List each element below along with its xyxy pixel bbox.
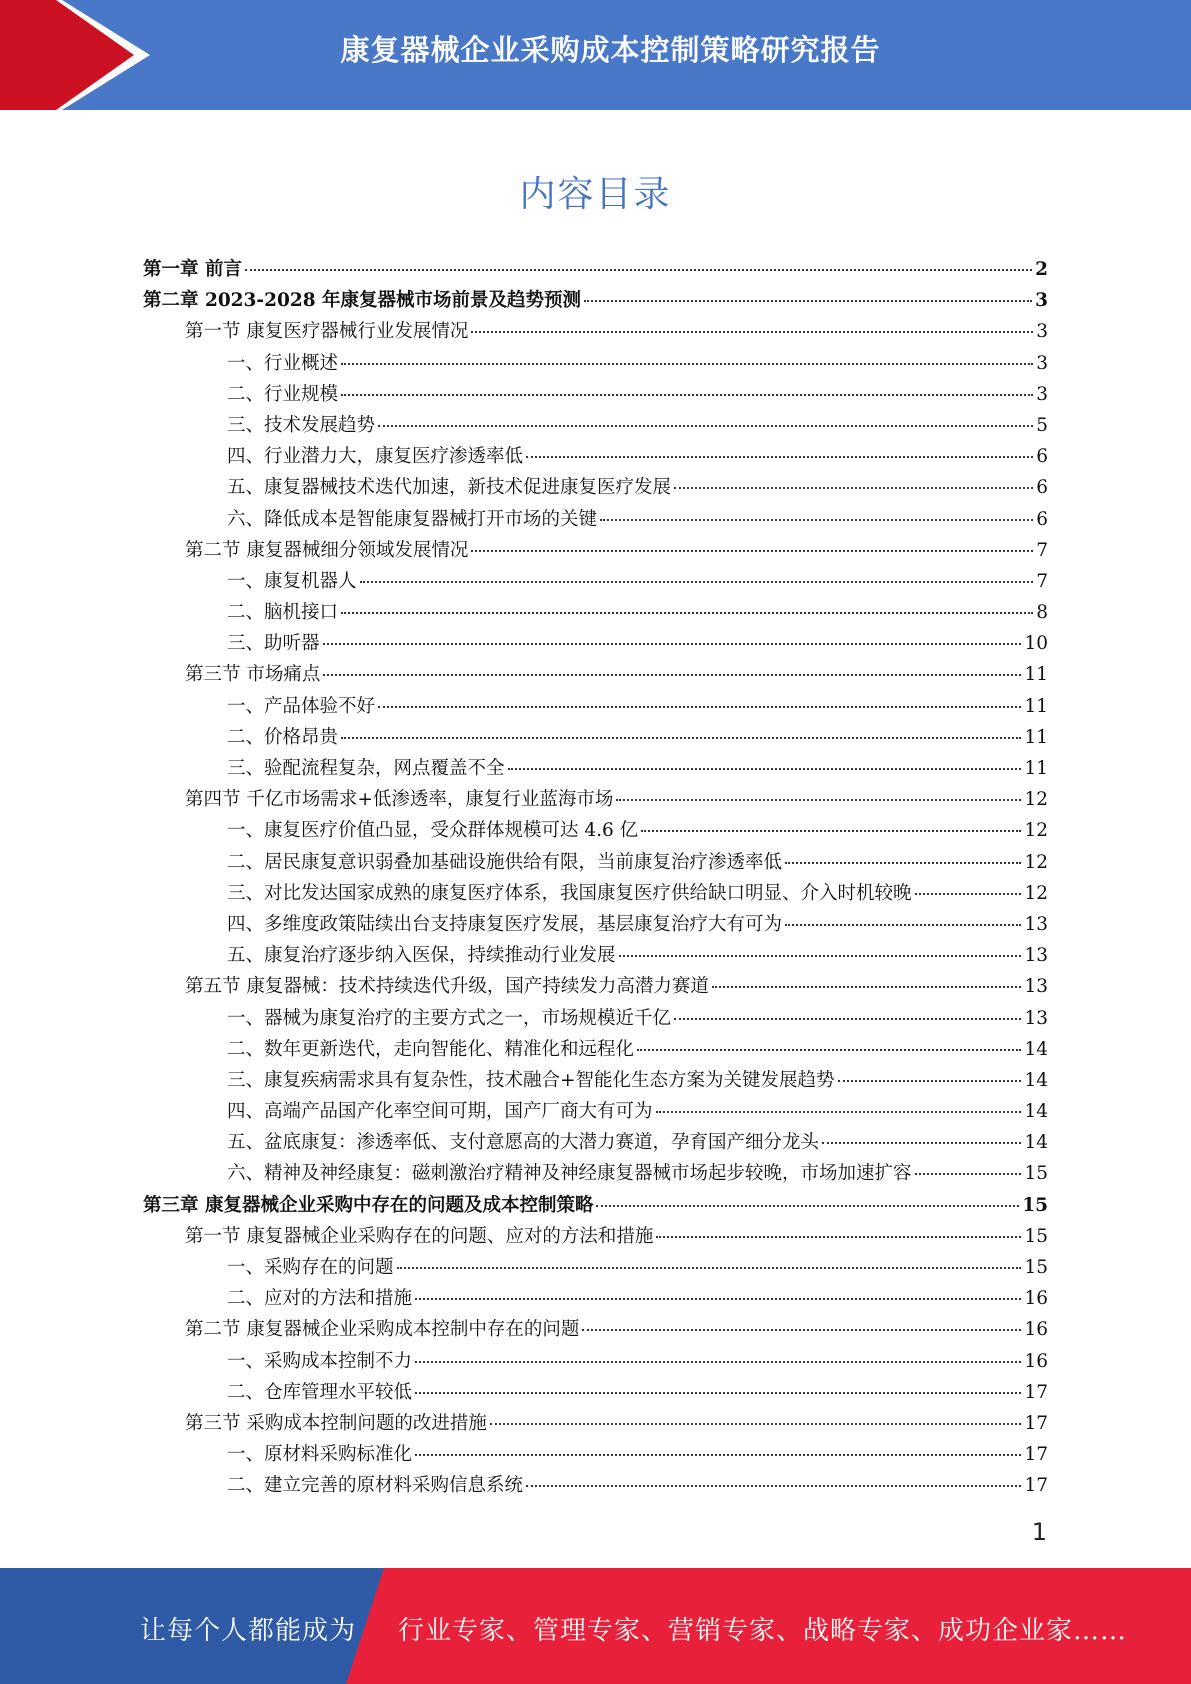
toc-dot-leader [378, 425, 1033, 427]
toc-entry[interactable] [143, 815, 1048, 846]
toc-dot-leader [526, 456, 1033, 458]
toc-entry[interactable] [143, 348, 1048, 379]
toc-entry-text: 三、助听器 [227, 633, 320, 655]
toc-entry[interactable] [143, 1127, 1048, 1158]
toc-entry[interactable] [143, 1003, 1048, 1034]
toc-entry-text: 第二章 2023-2028 年康复器械市场前景及趋势预测 [143, 290, 582, 312]
toc-entry-page: 15 [1024, 1257, 1048, 1278]
toc-entry-text: 第二节 康复器械细分领域发展情况 [185, 539, 469, 561]
toc-dot-leader [471, 550, 1033, 552]
toc-entry-text: 第三章 康复器械企业采购中存在的问题及成本控制策略 [143, 1194, 594, 1216]
toc-entry[interactable] [143, 847, 1048, 878]
toc-entry-text: 二、价格昂贵 [227, 726, 339, 748]
toc-dot-leader [341, 363, 1033, 365]
toc-entry-text: 五、康复器械技术迭代加速，新技术促进康复医疗发展 [227, 477, 672, 499]
toc-entry-text: 一、行业概述 [227, 352, 339, 374]
toc-entry-page: 10 [1024, 633, 1048, 655]
toc-dot-leader [341, 737, 1021, 739]
toc-entry-page: 2 [1035, 259, 1048, 280]
toc-entry[interactable] [143, 410, 1048, 441]
toc-entry[interactable] [143, 1470, 1048, 1501]
report-footer [0, 1568, 1191, 1684]
toc-entry-page: 7 [1036, 539, 1048, 561]
toc-dot-leader [245, 269, 1032, 271]
toc-dot-leader [415, 1298, 1021, 1300]
report-header [0, 0, 1191, 110]
toc-dot-leader [656, 1111, 1022, 1113]
toc-entry-text: 三、对比发达国家成熟的康复医疗体系，我国康复医疗供给缺口明显、介入时机较晚 [227, 882, 912, 904]
toc-entry-text: 二、脑机接口 [227, 602, 339, 624]
toc-entry-text: 四、行业潜力大，康复医疗渗透率低 [227, 446, 524, 468]
toc-entry[interactable] [143, 784, 1048, 815]
toc-entry-page: 12 [1024, 789, 1048, 811]
toc-entry-text: 一、康复医疗价值凸显，受众群体规模可达 4.6 亿 [227, 820, 639, 842]
toc-dot-leader [785, 924, 1021, 926]
toc-dot-leader [323, 674, 1021, 676]
toc-entry[interactable] [143, 1408, 1048, 1439]
toc-entry-page: 3 [1036, 352, 1048, 374]
toc-dot-leader [596, 1205, 1019, 1207]
toc-entry-text: 第三节 采购成本控制问题的改进措施 [185, 1412, 487, 1434]
toc-entry-text: 第一节 康复器械企业采购存在的问题、应对的方法和措施 [185, 1225, 654, 1247]
toc-dot-leader [526, 1485, 1021, 1487]
toc-entry-text: 第一节 康复医疗器械行业发展情况 [185, 321, 469, 343]
toc-entry-page: 15 [1022, 1194, 1048, 1216]
toc-entry[interactable] [143, 379, 1048, 410]
toc-entry-text: 一、康复机器人 [227, 570, 357, 592]
toc-entry[interactable] [143, 1158, 1048, 1189]
toc-entry-text: 一、器械为康复治疗的主要方式之一，市场规模近千亿 [227, 1007, 672, 1029]
toc-entry-page: 14 [1024, 1069, 1048, 1091]
toc-entry-page: 17 [1024, 1381, 1048, 1403]
toc-entry[interactable] [143, 878, 1048, 909]
toc-entry-page: 12 [1024, 851, 1048, 873]
toc-entry[interactable] [143, 1439, 1048, 1470]
toc-entry-page: 6 [1036, 477, 1048, 499]
toc-entry-text: 二、建立完善的原材料采购信息系统 [227, 1475, 524, 1497]
toc-entry-page: 6 [1036, 446, 1048, 468]
toc-dot-leader [712, 986, 1022, 988]
toc-entry-page: 16 [1024, 1319, 1048, 1341]
toc-entry[interactable] [143, 1283, 1048, 1314]
toc-dot-leader [471, 331, 1033, 333]
toc-entry[interactable] [143, 472, 1048, 503]
toc-entry-page: 13 [1024, 976, 1048, 998]
toc-entry-text: 第五节 康复器械：技术持续迭代升级，国产持续发力高潜力赛道 [185, 976, 709, 998]
toc-entry-page: 3 [1035, 290, 1048, 312]
toc-dot-leader [341, 394, 1033, 396]
footer-slogan-left: 让每个人都能成为 [140, 1616, 357, 1646]
toc-dot-leader [415, 1392, 1021, 1394]
toc-entry-text: 一、原材料采购标准化 [227, 1444, 413, 1466]
toc-entry[interactable] [143, 535, 1048, 566]
toc-entry-text: 三、验配流程复杂，网点覆盖不全 [227, 758, 505, 779]
toc-dot-leader [674, 1018, 1021, 1020]
toc-entry-page: 15 [1024, 1163, 1048, 1185]
toc-dot-leader [616, 799, 1021, 801]
toc-entry[interactable] [143, 1034, 1048, 1065]
toc-entry-page: 3 [1036, 383, 1048, 405]
toc-entry[interactable] [143, 254, 1048, 285]
toc-entry-text: 四、高端产品国产化率空间可期，国产厂商大有可为 [227, 1101, 653, 1123]
toc-entry-page: 11 [1024, 758, 1048, 779]
toc-entry-page: 17 [1024, 1475, 1048, 1497]
toc-entry-page: 13 [1024, 945, 1048, 967]
toc-dot-leader [838, 1080, 1022, 1082]
toc-entry-text: 二、居民康复意识弱叠加基础设施供给有限，当前康复治疗渗透率低 [227, 851, 783, 873]
toc-title: 内容目录 [519, 174, 672, 215]
toc-dot-leader [323, 643, 1022, 645]
toc-entry[interactable] [143, 971, 1048, 1002]
toc-entry[interactable] [143, 597, 1048, 628]
toc-entry-text: 四、多维度政策陆续出台支持康复医疗发展，基层康复治疗大有可为 [227, 913, 783, 935]
toc-entry[interactable] [143, 1221, 1048, 1252]
toc-entry[interactable] [143, 504, 1048, 535]
toc-entry[interactable] [143, 940, 1048, 971]
toc-entry-text: 一、产品体验不好 [227, 695, 376, 717]
toc-entry-text: 二、应对的方法和措施 [227, 1288, 413, 1310]
toc-entry-page: 13 [1024, 913, 1048, 935]
toc-dot-leader [656, 1236, 1021, 1238]
toc-dot-leader [415, 1361, 1021, 1363]
toc-entry[interactable] [143, 1346, 1048, 1377]
page-number: 1 [1031, 1518, 1047, 1546]
toc-entry-text: 二、行业规模 [227, 383, 339, 405]
toc-dot-leader [490, 1423, 1022, 1425]
toc-entry-text: 第一章 前言 [143, 259, 242, 280]
toc-entry-page: 5 [1036, 414, 1048, 436]
toc-entry-page: 6 [1036, 508, 1048, 530]
toc-entry-text: 二、仓库管理水平较低 [227, 1381, 413, 1403]
toc-entry-page: 8 [1036, 602, 1048, 624]
toc-entry-page: 16 [1024, 1350, 1048, 1372]
toc-entry-page: 13 [1024, 1007, 1048, 1029]
toc-entry[interactable] [143, 909, 1048, 940]
toc-entry-page: 15 [1024, 1225, 1048, 1247]
toc-entry-text: 第四节 千亿市场需求+低渗透率，康复行业蓝海市场 [185, 789, 614, 811]
toc-dot-leader [584, 300, 1032, 302]
toc-entry-page: 17 [1024, 1412, 1048, 1434]
toc-entry[interactable] [143, 1252, 1048, 1283]
toc-entry-text: 二、数年更新迭代，走向智能化、精准化和远程化 [227, 1038, 635, 1060]
toc-dot-leader [600, 519, 1033, 521]
toc-entry[interactable] [143, 1190, 1048, 1221]
toc-entry[interactable] [143, 753, 1048, 784]
toc-entry[interactable] [143, 1314, 1048, 1345]
toc-entry[interactable] [143, 285, 1048, 316]
toc-entry-page: 14 [1024, 1101, 1048, 1123]
toc-dot-leader [641, 830, 1021, 832]
toc-dot-leader [619, 955, 1022, 957]
toc-dot-leader [378, 706, 1021, 708]
toc-dot-leader [582, 1329, 1021, 1331]
toc-entry-page: 11 [1024, 726, 1048, 748]
toc-entry-page: 12 [1024, 882, 1048, 904]
toc-entry[interactable] [143, 1377, 1048, 1408]
toc-entry-text: 三、技术发展趋势 [227, 414, 376, 436]
toc-entry-page: 7 [1036, 570, 1048, 592]
toc-entry[interactable] [143, 659, 1048, 690]
toc-entry-page: 14 [1024, 1132, 1048, 1154]
toc-entry-text: 三、康复疾病需求具有复杂性，技术融合+智能化生态方案为关键发展趋势 [227, 1069, 835, 1091]
toc-dot-leader [915, 1173, 1022, 1175]
toc-entry-text: 第三节 市场痛点 [185, 664, 321, 686]
toc-entry[interactable] [143, 1065, 1048, 1096]
toc-entry[interactable] [143, 441, 1048, 472]
toc-entry-page: 17 [1024, 1444, 1048, 1466]
toc-entry[interactable] [143, 722, 1048, 753]
toc-dot-leader [508, 768, 1022, 770]
footer-slogan-right: 行业专家、管理专家、营销专家、战略专家、成功企业家…… [398, 1616, 1128, 1646]
toc-dot-leader [397, 1267, 1022, 1269]
toc-entry-page: 11 [1024, 695, 1048, 717]
toc-dot-leader [415, 1454, 1021, 1456]
toc-dot-leader [674, 487, 1033, 489]
toc-dot-leader [637, 1049, 1021, 1051]
toc-entry[interactable] [143, 566, 1048, 597]
toc-entry-page: 16 [1024, 1288, 1048, 1310]
toc-entry[interactable] [143, 628, 1048, 659]
toc-entry-text: 六、精神及神经康复：磁刺激治疗精神及神经康复器械市场起步较晚，市场加速扩容 [227, 1163, 912, 1185]
toc-entry[interactable] [143, 316, 1048, 347]
table-of-contents [143, 254, 1048, 1502]
toc-entry-text: 五、盆底康复：渗透率低、支付意愿高的大潜力赛道，孕育国产细分龙头 [227, 1132, 820, 1154]
toc-entry-page: 11 [1024, 664, 1048, 686]
toc-entry-page: 12 [1024, 820, 1048, 842]
toc-dot-leader [360, 581, 1034, 583]
toc-entry-text: 一、采购存在的问题 [227, 1257, 394, 1278]
toc-entry-text: 一、采购成本控制不力 [227, 1350, 413, 1372]
toc-entry-text: 五、康复治疗逐步纳入医保，持续推动行业发展 [227, 945, 616, 967]
toc-entry-page: 3 [1036, 321, 1048, 343]
toc-dot-leader [915, 893, 1022, 895]
toc-dot-leader [822, 1142, 1021, 1144]
toc-dot-leader [341, 612, 1033, 614]
toc-entry[interactable] [143, 1096, 1048, 1127]
toc-entry-text: 第二节 康复器械企业采购成本控制中存在的问题 [185, 1319, 580, 1341]
toc-entry[interactable] [143, 691, 1048, 722]
toc-entry-page: 14 [1024, 1038, 1048, 1060]
toc-entry-text: 六、降低成本是智能康复器械打开市场的关键 [227, 508, 598, 530]
toc-dot-leader [785, 862, 1021, 864]
report-title: 康复器械企业采购成本控制策略研究报告 [340, 33, 881, 67]
